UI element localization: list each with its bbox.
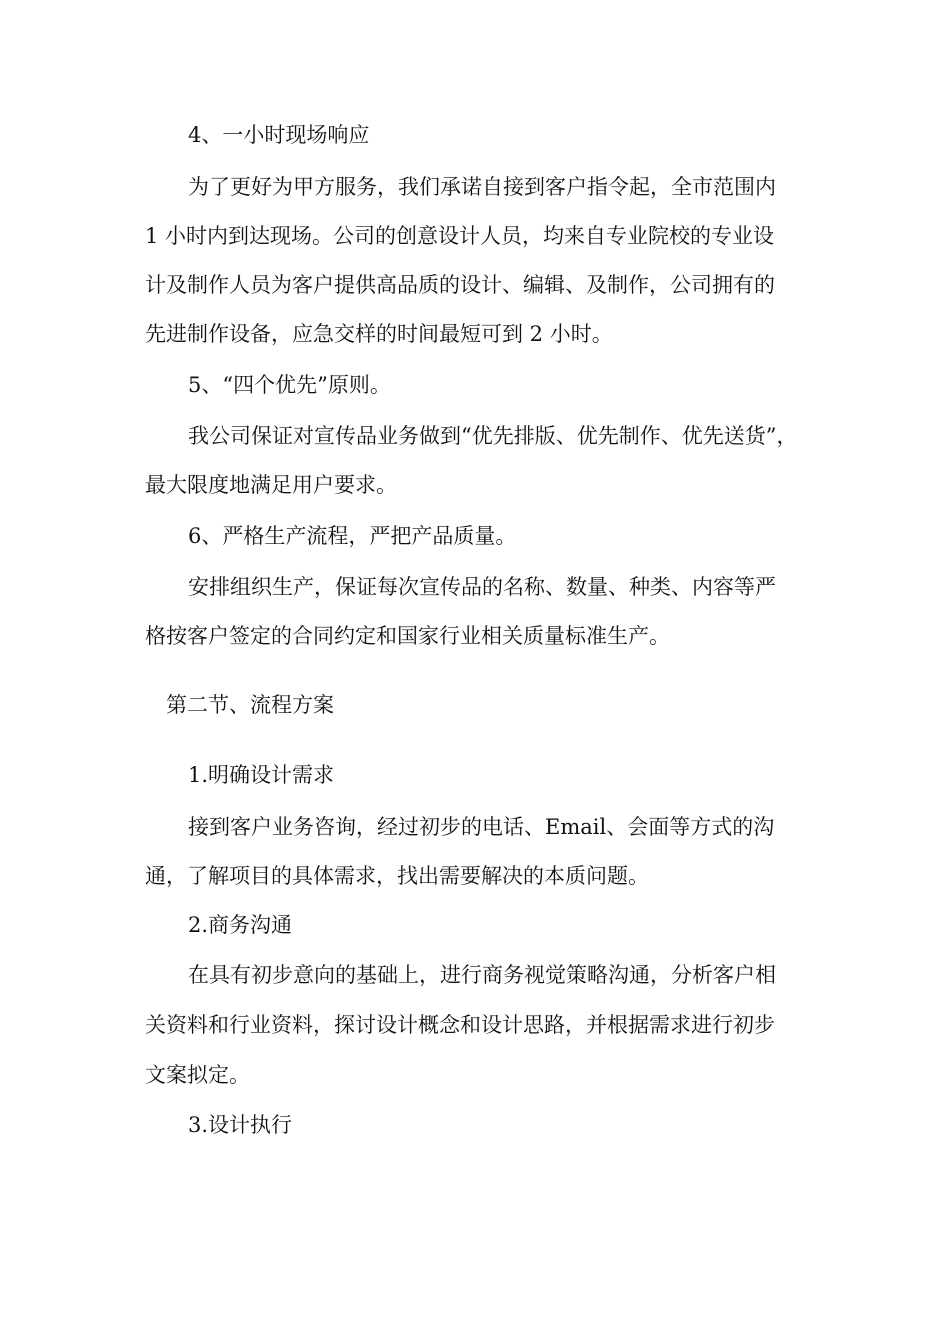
paragraph-line: 我公司保证对宣传品业务做到“优先排版、优先制作、优先送货”，	[188, 424, 798, 448]
paragraph-line: 关资料和行业资料，探讨设计概念和设计思路，并根据需求进行初步	[145, 1013, 775, 1037]
section-title: 第二节、流程方案	[166, 693, 334, 717]
heading-four-priorities: 5、“四个优先”原则。	[188, 373, 391, 397]
heading-one-hour-response: 4、一小时现场响应	[188, 123, 370, 147]
paragraph-line: 格按客户签定的合同约定和国家行业相关质量标准生产。	[145, 624, 670, 648]
paragraph-line: 通，了解项目的具体需求，找出需要解决的本质问题。	[145, 864, 649, 888]
paragraph-line: 文案拟定。	[145, 1063, 250, 1087]
paragraph-line: 在具有初步意向的基础上，进行商务视觉策略沟通，分析客户相	[188, 963, 776, 987]
paragraph-line: 最大限度地满足用户要求。	[145, 473, 397, 497]
heading-business-communication: 2.商务沟通	[188, 913, 293, 937]
paragraph-line: 计及制作人员为客户提供高品质的设计、编辑、及制作，公司拥有的	[145, 273, 775, 297]
heading-design-requirements: 1.明确设计需求	[188, 763, 335, 787]
paragraph-line: 1 小时内到达现场。公司的创意设计人员，均来自专业院校的专业设	[145, 224, 775, 248]
paragraph-line: 接到客户业务咨询，经过初步的电话、Email、会面等方式的沟	[188, 815, 775, 839]
paragraph-line: 为了更好为甲方服务，我们承诺自接到客户指令起，全市范围内	[188, 175, 776, 199]
paragraph-line: 安排组织生产，保证每次宣传品的名称、数量、种类、内容等严	[188, 575, 776, 599]
heading-design-execution: 3.设计执行	[188, 1113, 293, 1137]
heading-strict-process: 6、严格生产流程，严把产品质量。	[188, 524, 517, 548]
paragraph-line: 先进制作设备，应急交样的时间最短可到 2 小时。	[145, 322, 613, 346]
